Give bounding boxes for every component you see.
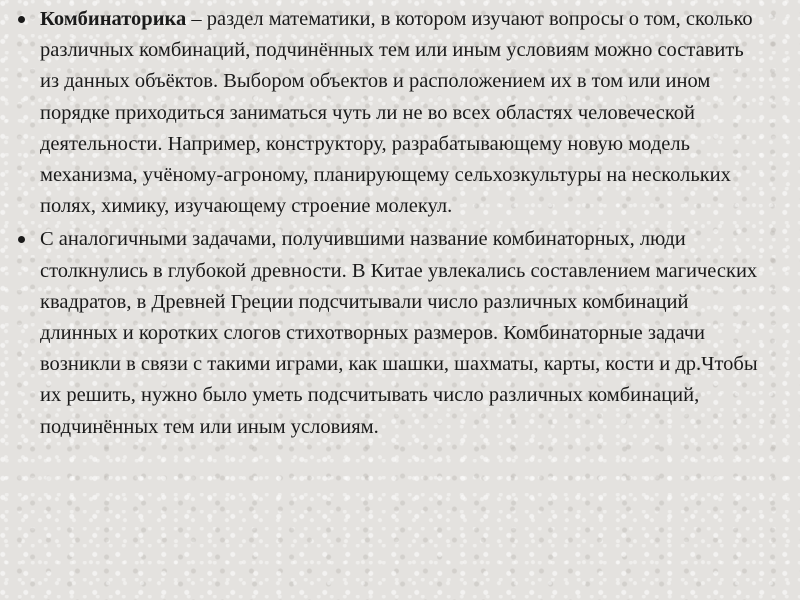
definition-text: раздел математики, в котором изучают вопросы о том, сколько различных комбинаций, подчинённых тем или иным условиям можно составить из данных объёктов. Выбором объектов и расположением их в том или ином порядке приходиться заниматься чуть ли не во всех областях человеческой деятельности. Например, конструктору, разрабатывающему новую модель механизма, учёному-агроному, планирующему сельхозкультуры на нескольких полях, химику, изучающему строение молекул.: [40, 8, 753, 218]
bullet-dot-icon: [18, 16, 25, 23]
term-combinatorics: Комбинаторика: [40, 8, 187, 30]
bullet-item-definition: [18, 4, 766, 222]
bullet-dot-icon: [18, 236, 25, 243]
history-paragraph: С аналогичными задачами, получившими название комбинаторных, люди столкнулись в глубокой древности. В Китае увлекались составлением магических квадратов, в Древней Греции подсчитывали число различных комбинаций длинных и коротких слогов стихотворных размеров. Комбинаторные задачи возникли в связи с такими играми, как шашки, шахматы, карты, кости и др.Чтобы их решить, нужно было уметь подсчитывать число различных комбинаций, подчинённых тем или иным условиям.: [40, 228, 758, 438]
bullet-list: [18, 4, 766, 443]
definition-paragraph: [40, 4, 766, 222]
term-dash: –: [186, 8, 207, 30]
bullet-item-history: [18, 224, 766, 442]
